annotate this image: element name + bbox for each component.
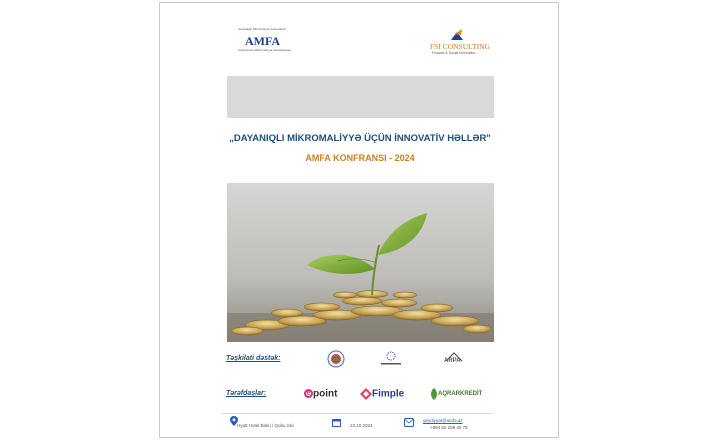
conference-title: „DAYANIQLI MİKROMALİYYƏ ÜÇÜN İNNOVATİV HƏLLƏR" [229,133,491,144]
footer-location: Hyatt Hotel Baku / Qobu zalı [237,423,294,428]
aqrarkredit-logo-text: AQRARKREDİT [438,390,483,397]
amfa-logo-mark: AMFA [245,34,281,48]
fimple-logo [360,385,404,403]
fimple-logo-text: Fimple [372,388,405,400]
phone-mail-icon [404,418,414,427]
aqrarkredit-leaf-icon [430,387,438,401]
footer-phone: +994 50 208 40 75 [430,425,468,430]
organization-emblem-icon [378,350,404,368]
coins-sprout-image [227,183,494,342]
fsi-arrow-icon [450,28,464,42]
fsi-logo-title: FSI CONSULTING [430,42,490,51]
epoint-e-icon: e [304,389,313,398]
fsi-logo-subtitle: Finance & Social Innovation [432,51,476,55]
header-placeholder-bar [227,76,494,118]
fsi-consulting-logo [430,27,492,57]
footer-email[interactable]: qeydiyyat@amfa.az [423,418,463,423]
calendar-icon [332,418,341,427]
partners-label: Tərəfdaşlar: [226,390,267,397]
arpa-logo-text: ARPA [444,358,461,364]
arpa-logo [442,349,466,369]
amfa-logo [238,27,292,55]
footer-divider [222,413,492,414]
fimple-diamond-icon [360,388,372,400]
footer-date: 23.10.2024 [350,423,373,428]
aqrarkredit-logo [430,385,482,403]
document-page [159,2,559,438]
epoint-logo [304,385,337,403]
conference-subtitle: AMFA KONFRANSI - 2024 [305,153,415,163]
amfa-logo-top-text: Azerbaijan Microfinance Association [238,27,287,31]
epoint-logo-text: point [313,388,338,400]
amfa-logo-bottom-text: Azərbaycan Mikromaliyyə Assosiasiyası [238,48,292,52]
government-emblem-icon [327,350,345,368]
support-label: Təşkilati dəstək: [226,355,281,362]
